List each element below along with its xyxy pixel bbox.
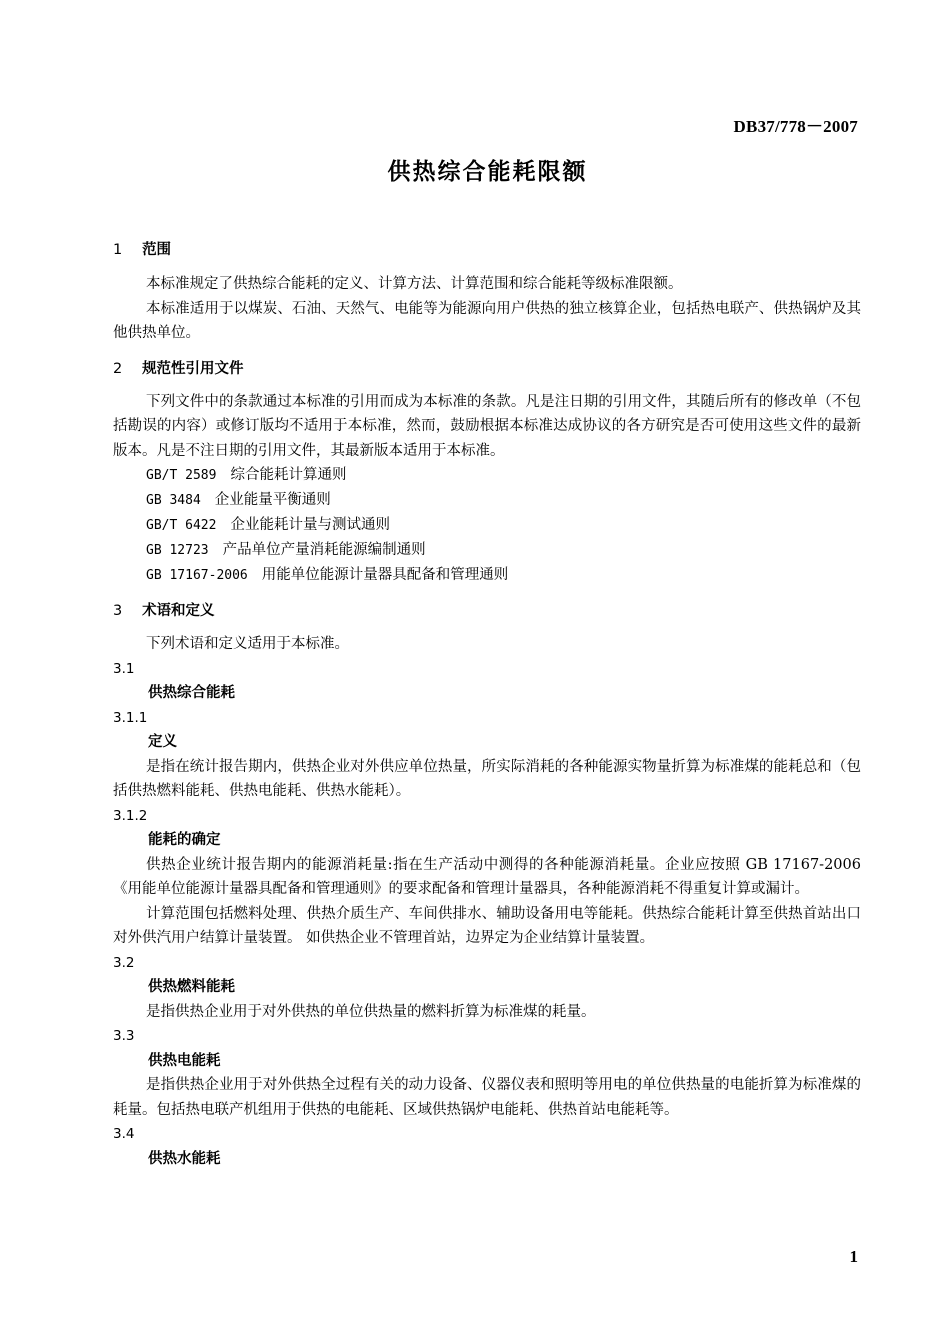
- document-body: [113, 238, 861, 1171]
- standard-code: DB37/778－2007: [733, 117, 858, 136]
- section-number: 2: [113, 360, 123, 377]
- clause-term: 供热综合能耗: [148, 685, 235, 701]
- section-number: 1: [113, 242, 123, 258]
- paragraph: 是指在统计报告期内，供热企业对外供应单位热量，所实际消耗的各种能源实物量折算为标准煤的能耗总和（包括供热燃料能耗、供热电能耗、供热水能耗）。: [113, 758, 861, 799]
- paragraph: 下列文件中的条款通过本标准的引用而成为本标准的条款。凡是注日期的引用文件，其随后所有的修改单（不包括勘误的内容）或修订版均不适用于本标准，然而，鼓励根据本标准达成协议的各方研究是否可使用这些文件的最新版本。凡是不注日期的引用文件，其最新版本适用于本标准。: [113, 393, 861, 459]
- clause-term: 供热电能耗: [148, 1052, 221, 1069]
- reference-name: 企业能量平衡通则: [214, 492, 331, 508]
- section-title: 范围: [142, 242, 172, 258]
- reference-code: GB 17167-2006: [146, 568, 248, 583]
- paragraph: 供热企业统计报告期内的能源消耗量:指在生产活动中测得的各种能源消耗量。企业应按照 GB 17167-2006 《用能单位能源计量器具配备和管理通则》的要求配备和管理计量器具，各种能源消耗不得重复计算或漏计。: [113, 856, 861, 897]
- section-heading-3: [113, 599, 861, 623]
- paragraph: 计算范围包括燃料处理、供热介质生产、车间供排水、辅助设备用电等能耗。供热综合能耗计算至供热首站出口对外供汽用户结算计量装置。 如供热企业不管理首站，边界定为企业结算计量装置。: [113, 905, 861, 946]
- paragraph: 下列术语和定义适用于本标准。: [146, 636, 349, 652]
- reference-code: GB/T 2589: [146, 468, 217, 483]
- reference-name: 产品单位产量消耗能源编制通则: [222, 542, 426, 558]
- section-title: 规范性引用文件: [142, 360, 244, 377]
- reference-name: 企业能耗计量与测试通则: [230, 517, 390, 533]
- reference-item: [113, 513, 861, 538]
- clause-term: 能耗的确定: [148, 832, 221, 848]
- reference-code: GB/T 6422: [146, 518, 217, 533]
- reference-name: 用能单位能源计量器具配备和管理通则: [261, 567, 509, 583]
- reference-item: [113, 488, 861, 513]
- document-title: 供热综合能耗限额: [387, 159, 588, 185]
- page-number: 1: [849, 1247, 858, 1266]
- section-heading-2: [113, 357, 861, 381]
- paragraph: 本标准规定了供热综合能耗的定义、计算方法、计算范围和综合能耗等级标准限额。: [146, 276, 683, 292]
- reference-item: [113, 538, 861, 563]
- paragraph: 本标准适用于以煤炭、石油、天然气、电能等为能源向用户供热的独立核算企业，包括热电联产、供热锅炉及其他供热单位。: [113, 300, 861, 341]
- clause-number: 3.1.1: [113, 709, 148, 726]
- reference-item: [113, 463, 861, 488]
- reference-code: GB 12723: [146, 543, 209, 558]
- clause-number: 3.4: [113, 1126, 135, 1142]
- section-heading-1: [113, 238, 861, 262]
- clause-number: 3.3: [113, 1028, 135, 1044]
- clause-term: 供热水能耗: [148, 1150, 221, 1167]
- reference-item: [113, 563, 861, 588]
- clause-term: 供热燃料能耗: [148, 979, 235, 995]
- reference-code: GB 3484: [146, 493, 201, 508]
- clause-number: 3.1: [113, 660, 135, 677]
- paragraph: 是指供热企业用于对外供热的单位供热量的燃料折算为标准煤的耗量。: [146, 1003, 596, 1020]
- reference-list: [113, 463, 861, 588]
- clause-number: 3.1.2: [113, 807, 148, 824]
- clause-term: 定义: [148, 734, 177, 750]
- reference-name: 综合能耗计算通则: [230, 467, 347, 483]
- paragraph: 是指供热企业用于对外供热全过程有关的动力设备、仪器仪表和照明等用电的单位供热量的电能折算为标准煤的耗量。包括热电联产机组用于供热的电能耗、区域供热锅炉电能耗、供热首站电能耗等。: [113, 1077, 861, 1118]
- section-number: 3: [113, 603, 123, 619]
- clause-number: 3.2: [113, 954, 135, 971]
- section-title: 术语和定义: [142, 603, 215, 619]
